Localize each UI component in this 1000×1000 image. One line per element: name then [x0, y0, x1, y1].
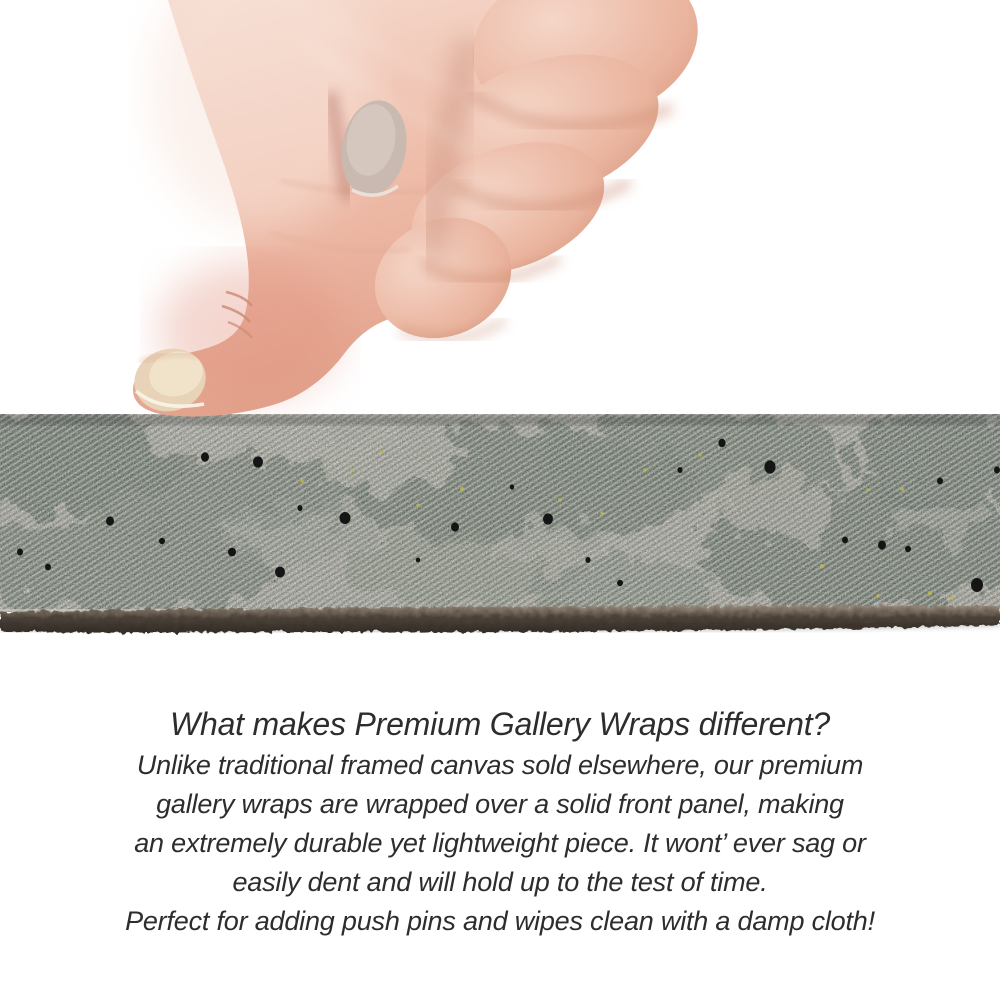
canvas-strip	[0, 403, 1000, 633]
body-line-3: an extremely durable yet lightweight piece. It wont’ ever sag or	[134, 828, 866, 858]
hand	[127, 0, 713, 420]
body-line-4: easily dent and will hold up to the test of time.	[232, 867, 768, 897]
body-line-2: gallery wraps are wrapped over a solid front panel, making	[156, 789, 844, 819]
body-line-1: Unlike traditional framed canvas sold elsewhere, our premium	[136, 750, 864, 780]
body-line-5: Perfect for adding push pins and wipes clean with a damp cloth!	[125, 906, 875, 936]
marketing-text	[0, 702, 1000, 941]
heading: What makes Premium Gallery Wraps different?	[169, 706, 831, 742]
